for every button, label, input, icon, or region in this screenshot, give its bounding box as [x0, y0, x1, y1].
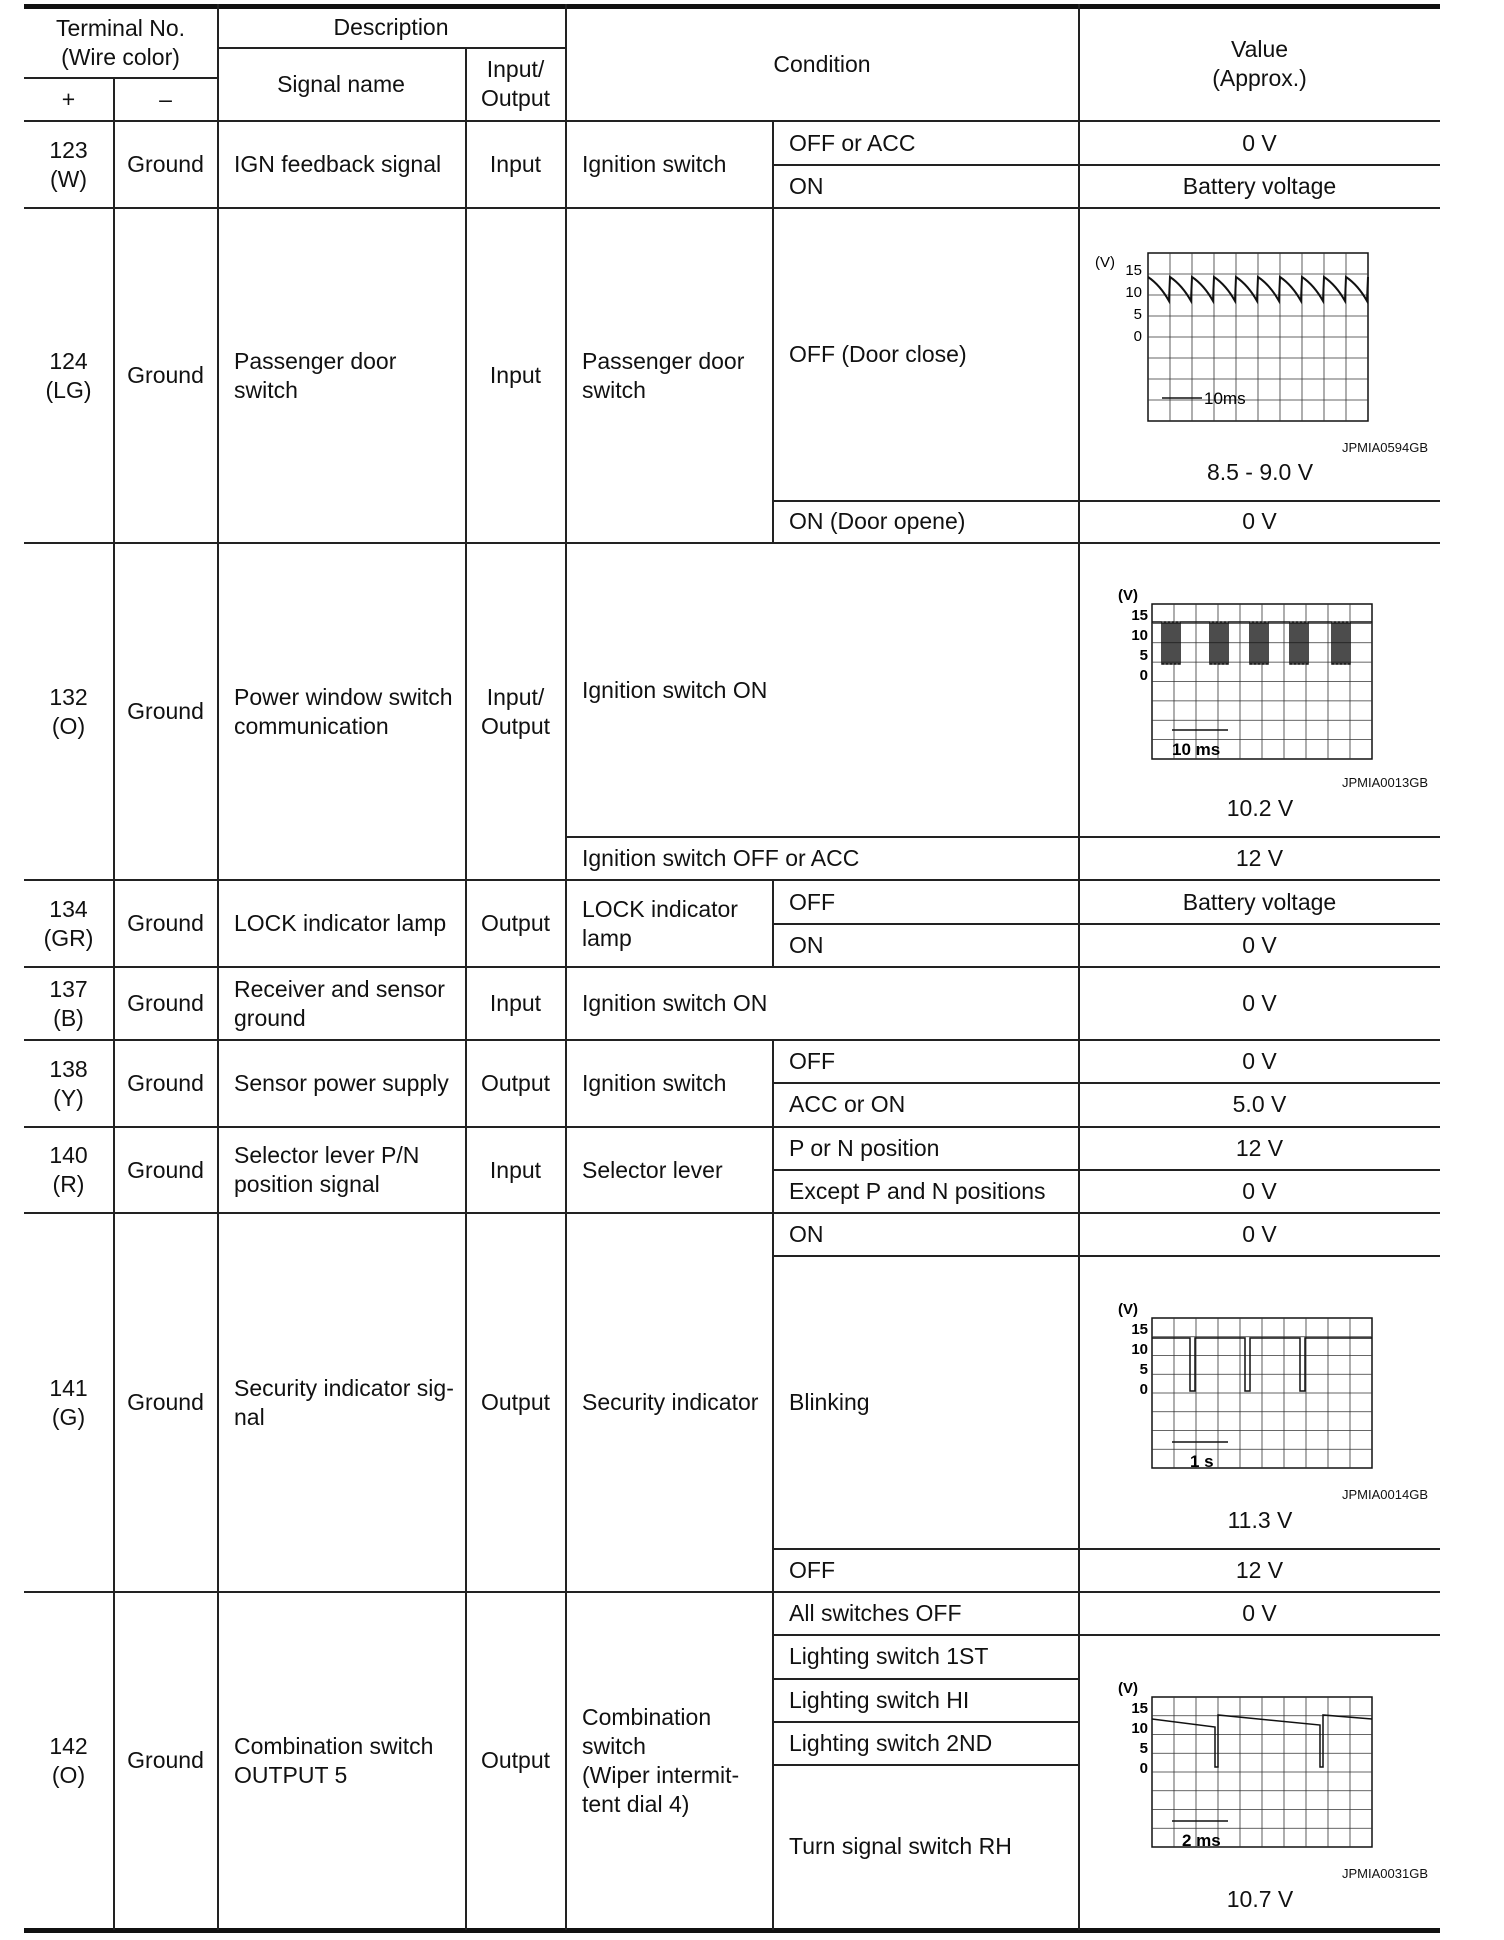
- ground-label: Ground: [127, 1747, 204, 1773]
- waveform-chart: [1110, 582, 1390, 772]
- condition: LOCK indicator lamp: [582, 895, 738, 951]
- terminal-number: 142 (O): [49, 1732, 88, 1788]
- condition: Combination switch (Wiper intermit- tent dial 4): [582, 1703, 740, 1817]
- value: 10.2 V: [1226, 795, 1294, 821]
- table-bottom-border: [24, 1928, 1440, 1933]
- value: 0 V: [1242, 1048, 1277, 1074]
- waveform-tick-label: 0: [1139, 1381, 1148, 1398]
- waveform-tick-label: 0: [1139, 667, 1148, 684]
- signal-name: IGN feedback signal: [234, 151, 442, 177]
- sub-condition: Except P and N positions: [789, 1177, 1046, 1204]
- sub-condition: ON: [789, 931, 824, 958]
- value: 0 V: [1242, 931, 1277, 958]
- value: 12 V: [1235, 844, 1284, 871]
- waveform-tick-label: 5: [1139, 1740, 1148, 1757]
- signal-name: Passenger door switch: [234, 347, 397, 403]
- value: 0 V: [1242, 1600, 1277, 1626]
- waveform-tick-label: 10: [1131, 1341, 1148, 1358]
- terminal-number: 123 (W): [49, 136, 88, 192]
- io-type: Input/ Output: [480, 683, 551, 739]
- value: 0 V: [1242, 508, 1277, 534]
- terminal-number: 138 (Y): [49, 1055, 88, 1111]
- waveform-tick-label: 15: [1131, 607, 1148, 624]
- signal-name: Combination switch OUTPUT 5: [234, 1732, 434, 1788]
- sub-condition: ACC or ON: [789, 1091, 906, 1117]
- condition: Ignition switch ON: [582, 990, 768, 1016]
- value: Battery voltage: [1182, 888, 1337, 915]
- sub-condition: Lighting switch 1ST: [789, 1643, 989, 1669]
- io-type: Output: [480, 910, 551, 936]
- ground-label: Ground: [127, 910, 204, 936]
- signal-name: LOCK indicator lamp: [234, 910, 447, 936]
- ground-label: Ground: [127, 362, 204, 388]
- header-description: Description: [333, 14, 449, 40]
- ground-label: Ground: [127, 698, 204, 724]
- waveform-tick-label: 5: [1139, 1361, 1148, 1378]
- sub-condition: All switches OFF: [789, 1600, 962, 1626]
- terminal-number: 141 (G): [49, 1374, 88, 1430]
- waveform-tick-label: 15: [1131, 1700, 1148, 1717]
- signal-name: Power window switch communication: [234, 683, 453, 739]
- waveform-trace: [1148, 277, 1368, 301]
- sub-condition: OFF: [789, 1048, 835, 1074]
- io-type: Input: [489, 362, 542, 388]
- time-scale-label: 2 ms: [1182, 1831, 1221, 1850]
- waveform-unit-label: (V): [1118, 1680, 1138, 1697]
- value: 0 V: [1242, 1221, 1277, 1247]
- value: 0 V: [1242, 129, 1277, 156]
- divider: [1078, 4, 1080, 1930]
- waveform-tick-label: 10: [1131, 627, 1148, 644]
- waveform-tick-label: 10: [1125, 284, 1142, 301]
- io-type: Output: [480, 1070, 551, 1096]
- value: 11.3 V: [1227, 1507, 1293, 1533]
- sub-condition: OFF or ACC: [789, 129, 916, 156]
- time-scale-label: 10ms: [1204, 389, 1246, 408]
- waveform-chart: [1110, 1296, 1390, 1486]
- ground-label: Ground: [127, 1156, 204, 1183]
- terminal-number: 137 (B): [49, 975, 88, 1031]
- waveform-unit-label: (V): [1118, 1301, 1138, 1318]
- value: 12 V: [1235, 1135, 1284, 1161]
- waveform-unit-label: (V): [1118, 587, 1138, 604]
- condition: Ignition switch OFF or ACC: [582, 844, 860, 871]
- ground-label: Ground: [127, 151, 204, 177]
- value: 10.7 V: [1226, 1886, 1294, 1912]
- signal-name: Selector lever P/N position signal: [234, 1142, 420, 1197]
- header-input-output: Input/ Output: [480, 56, 551, 111]
- signal-name: Receiver and sensor ground: [234, 975, 445, 1031]
- header-signal-name: Signal name: [277, 70, 405, 97]
- sub-condition: Lighting switch 2ND: [789, 1729, 993, 1756]
- waveform-chart: [1110, 1675, 1390, 1865]
- waveform-tick-label: 0: [1139, 1760, 1148, 1777]
- sub-condition: ON: [789, 172, 824, 199]
- waveform-tick-label: 15: [1131, 1321, 1148, 1338]
- figure-code: JPMIA0014GB: [1342, 1487, 1428, 1502]
- value: Battery voltage: [1182, 172, 1337, 199]
- waveform-tick-label: 15: [1125, 262, 1142, 279]
- condition: Ignition switch: [582, 151, 727, 177]
- waveform-chart: [1090, 245, 1380, 435]
- sub-condition: Lighting switch HI: [789, 1686, 970, 1713]
- condition: Passenger door switch: [582, 347, 745, 403]
- sub-condition: OFF (Door close): [789, 341, 967, 367]
- header-minus: –: [159, 85, 172, 112]
- figure-code: JPMIA0031GB: [1342, 1866, 1428, 1881]
- io-type: Input: [489, 151, 542, 177]
- figure-code: JPMIA0013GB: [1342, 775, 1428, 790]
- io-type: Output: [480, 1747, 551, 1773]
- condition: Ignition switch: [582, 1070, 727, 1096]
- waveform-tick-label: 0: [1133, 328, 1142, 345]
- terminal-number: 124 (LG): [45, 347, 92, 403]
- value: 0 V: [1242, 990, 1277, 1016]
- waveform-tick-label: 5: [1133, 306, 1142, 323]
- time-scale-label: 10 ms: [1172, 740, 1221, 759]
- ground-label: Ground: [127, 990, 204, 1016]
- terminal-number: 140 (R): [49, 1142, 88, 1197]
- header-terminal-no: Terminal No. (Wire color): [55, 14, 186, 70]
- waveform-grid: [1152, 1318, 1372, 1468]
- waveform-unit-label: (V): [1095, 254, 1115, 271]
- value: 8.5 - 9.0 V: [1206, 459, 1314, 485]
- condition: Selector lever: [582, 1156, 723, 1183]
- value: 0 V: [1242, 1177, 1277, 1204]
- header-condition: Condition: [773, 50, 871, 77]
- figure-code: JPMIA0594GB: [1342, 440, 1428, 455]
- signal-name: Sensor power supply: [234, 1070, 449, 1096]
- terminal-number: 134 (GR): [43, 895, 94, 951]
- signal-name: Security indicator sig- nal: [234, 1374, 454, 1430]
- io-type: Output: [480, 1389, 551, 1415]
- sub-condition: ON (Door opene): [789, 508, 966, 534]
- terminal-number: 132 (O): [49, 683, 88, 739]
- header-plus: +: [61, 85, 76, 112]
- ground-label: Ground: [127, 1070, 204, 1096]
- ground-label: Ground: [127, 1389, 204, 1415]
- waveform-tick-label: 5: [1139, 647, 1148, 664]
- condition: Ignition switch ON: [582, 676, 768, 703]
- condition: Security indicator: [582, 1389, 759, 1415]
- sub-condition: ON: [789, 1221, 824, 1247]
- sub-condition: Blinking: [789, 1388, 870, 1415]
- time-scale-label: 1 s: [1190, 1452, 1214, 1471]
- io-type: Input: [489, 990, 542, 1016]
- value: 12 V: [1235, 1556, 1284, 1583]
- sub-condition: OFF: [789, 888, 835, 915]
- value: 5.0 V: [1232, 1091, 1287, 1117]
- sub-condition: OFF: [789, 1556, 835, 1583]
- sub-condition: Turn signal switch RH: [789, 1833, 1012, 1859]
- sub-condition: P or N position: [789, 1135, 940, 1161]
- io-type: Input: [489, 1156, 542, 1183]
- waveform-tick-label: 10: [1131, 1720, 1148, 1737]
- header-value: Value (Approx.): [1212, 36, 1307, 91]
